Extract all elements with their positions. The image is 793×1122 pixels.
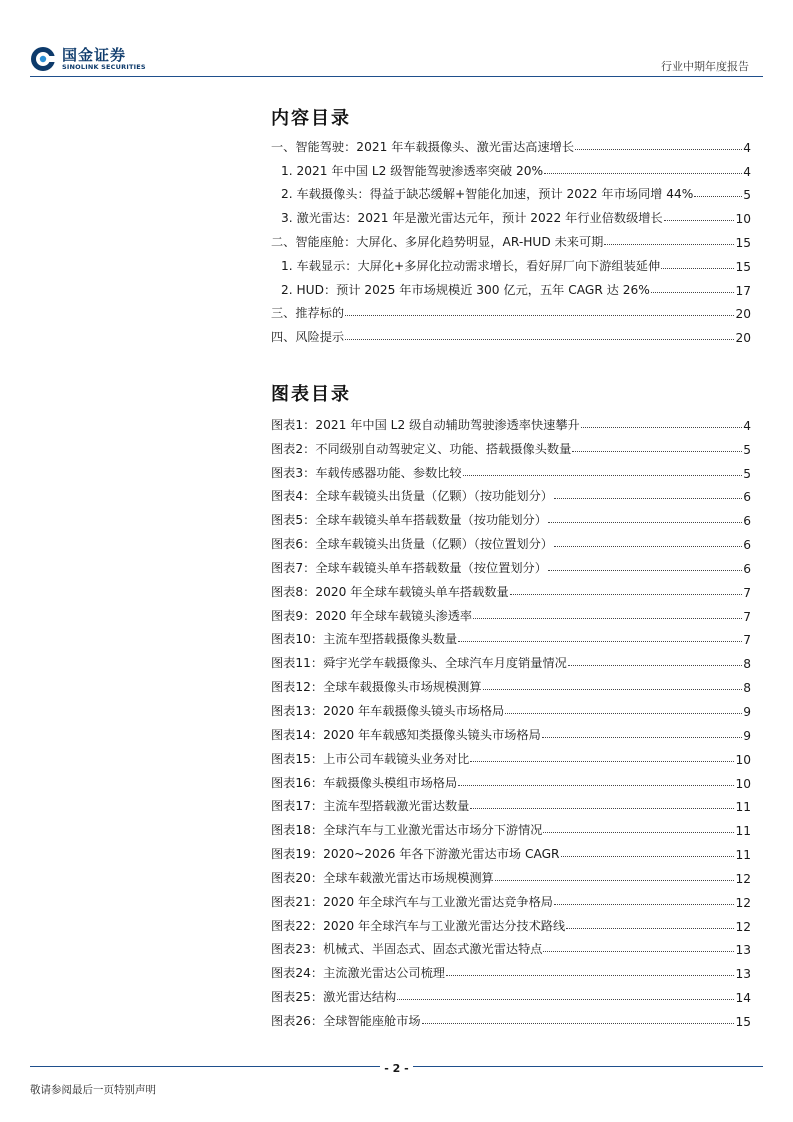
figure-entry[interactable]: [271, 814, 751, 838]
figure-entry[interactable]: [271, 695, 751, 719]
figure-entry[interactable]: [271, 624, 751, 648]
contents-entry-page: 20: [735, 307, 751, 322]
contents-entry-page: 10: [735, 212, 751, 227]
figure-entry-page: 13: [735, 967, 751, 982]
dot-leader: [575, 149, 742, 150]
dot-leader: [458, 641, 742, 642]
figure-entry-page: 11: [735, 848, 751, 863]
figure-entry-page: 8: [743, 657, 751, 672]
figure-entry-page: 4: [743, 418, 751, 433]
dot-leader: [505, 713, 742, 714]
dot-leader: [566, 928, 734, 929]
figure-entry-page: 12: [735, 919, 751, 934]
figure-entry-page: 10: [735, 752, 751, 767]
report-type: 行业中期年度报告: [661, 60, 749, 73]
logo-icon: [30, 46, 56, 72]
figure-entry-page: 15: [735, 1014, 751, 1029]
figure-entry-number: 图表4：: [271, 489, 316, 504]
dot-leader: [543, 951, 734, 952]
figure-entry-title: 2020~2026 年各下游激光雷达市场 CAGR: [323, 847, 560, 862]
figure-entry-number: 图表11：: [271, 656, 324, 671]
dot-leader: [548, 570, 742, 571]
figure-entry[interactable]: [271, 528, 751, 552]
figure-entry-page: 14: [735, 991, 751, 1006]
figure-entry-number: 图表15：: [271, 751, 324, 766]
figure-entry-number: 图表13：: [271, 703, 324, 718]
figure-entry-number: 图表22：: [271, 918, 324, 933]
figure-entry-title: 主流车型搭载摄像头数量: [323, 632, 458, 647]
dot-leader: [604, 244, 734, 245]
contents-entry-label: 二、智能座舱：大屏化、多屏化趋势明显，AR-HUD 未来可期: [271, 234, 604, 249]
figure-entry-title: 2020 年全球车载镜头单车搭载数量: [315, 584, 509, 599]
figure-entry-number: 图表5：: [271, 513, 316, 528]
figure-entry-number: 图表9：: [271, 608, 316, 623]
dot-leader: [542, 737, 742, 738]
figure-entry-page: 12: [735, 871, 751, 886]
contents-entry-label: 四、风险提示: [271, 330, 345, 345]
figure-entry-number: 图表10：: [271, 632, 324, 647]
dot-leader: [581, 427, 743, 428]
figure-entry-page: 7: [743, 585, 751, 600]
figure-entry-number: 图表16：: [271, 775, 324, 790]
figure-entry-page: 9: [743, 704, 751, 719]
figure-entry-page: 13: [735, 943, 751, 958]
figure-entry-number: 图表1：: [271, 417, 316, 432]
figure-entry-page: 10: [735, 776, 751, 791]
figure-entry[interactable]: [271, 743, 751, 767]
figure-entry[interactable]: [271, 671, 751, 695]
figure-entry-title: 全球车载镜头出货量（亿颗）（按功能划分）: [315, 489, 553, 504]
figure-entry-title: 2021 年中国 L2 级自动辅助驾驶渗透率快速攀升: [315, 417, 580, 432]
dot-leader: [463, 475, 743, 476]
figure-entry[interactable]: [271, 838, 751, 862]
figure-entry-page: 8: [743, 681, 751, 696]
figure-entry-page: 6: [743, 538, 751, 553]
figure-entry[interactable]: [271, 1005, 751, 1029]
figure-entry[interactable]: [271, 504, 751, 528]
contents-entry-page: 15: [735, 259, 751, 274]
dot-leader: [470, 761, 734, 762]
contents-entry[interactable]: [271, 250, 751, 274]
figure-entry-title: 上市公司车载镜头业务对比: [323, 751, 470, 766]
figure-entry-title: 激光雷达结构: [323, 990, 397, 1005]
figure-entry[interactable]: [271, 934, 751, 958]
figure-entry[interactable]: [271, 886, 751, 910]
figure-entry-title: 2020 年全球汽车与工业激光雷达分技术路线: [323, 918, 566, 933]
contents-entry[interactable]: [271, 202, 751, 226]
figure-entry-title: 车载传感器功能、参数比较: [315, 465, 462, 480]
figure-entry-title: 全球汽车与工业激光雷达市场分下游情况: [323, 823, 543, 838]
page-number: - 2 -: [380, 1062, 412, 1075]
figure-entry-title: 全球车载镜头单车搭载数量（按位置划分）: [315, 560, 547, 575]
figure-entry[interactable]: [271, 767, 751, 791]
figure-entry-page: 6: [743, 561, 751, 576]
figure-entry-page: 7: [743, 609, 751, 624]
contents-entry-page: 15: [735, 235, 751, 250]
figures-title: 图表目录: [271, 384, 351, 405]
figure-entry[interactable]: [271, 433, 751, 457]
contents-entry[interactable]: [271, 321, 751, 345]
dot-leader: [470, 808, 734, 809]
figure-entry[interactable]: [271, 862, 751, 886]
figure-entry-page: 11: [735, 824, 751, 839]
dot-leader: [694, 196, 742, 197]
figure-entry-number: 图表18：: [271, 823, 324, 838]
figure-entry-title: 2020 年全球车载镜头渗透率: [315, 608, 473, 623]
figure-entry-page: 5: [743, 442, 751, 457]
figure-entry-title: 机械式、半固态式、固态式激光雷达特点: [323, 942, 543, 957]
dot-leader: [345, 339, 734, 340]
figure-entry-number: 图表21：: [271, 894, 324, 909]
dot-leader: [661, 268, 734, 269]
figure-entry[interactable]: [271, 647, 751, 671]
figure-entry-number: 图表14：: [271, 727, 324, 742]
figure-entry-title: 2020 年车载摄像头镜头市场格局: [323, 703, 505, 718]
figure-entry[interactable]: [271, 600, 751, 624]
contents-entry-label: 2. 车载摄像头：得益于缺芯缓解+智能化加速，预计 2022 年市场同增 44%: [281, 187, 694, 202]
contents-entry-label: 三、推荐标的: [271, 306, 345, 321]
figure-entry[interactable]: [271, 910, 751, 934]
figure-entry-title: 全球车载镜头出货量（亿颗）（按位置划分）: [315, 537, 553, 552]
dot-leader: [554, 904, 735, 905]
dot-leader: [651, 292, 735, 293]
contents-entry-label: 一、智能驾驶：2021 年车载摄像头、激光雷达高速增长: [271, 139, 575, 154]
company-logo: [30, 44, 146, 74]
figure-entry[interactable]: [271, 981, 751, 1005]
figure-entry-number: 图表8：: [271, 584, 316, 599]
figure-entry-page: 11: [735, 800, 751, 815]
figure-entry-title: 2020 年全球汽车与工业激光雷达竞争格局: [323, 894, 553, 909]
dot-leader: [548, 522, 742, 523]
contents-entry-label: 3. 激光雷达：2021 年是激光雷达元年，预计 2022 年行业倍数级增长: [281, 211, 663, 226]
figure-entry-number: 图表7：: [271, 560, 316, 575]
figure-entry-title: 全球车载激光雷达市场规模测算: [323, 870, 494, 885]
figure-entry-number: 图表23：: [271, 942, 324, 957]
figure-entry-title: 全球车载镜头单车搭载数量（按功能划分）: [315, 513, 547, 528]
header-divider: [30, 76, 763, 77]
figure-entry-title: 车载摄像头模组市场格局: [323, 775, 458, 790]
dot-leader: [422, 1023, 735, 1024]
figure-entry[interactable]: [271, 457, 751, 481]
figure-entry-number: 图表2：: [271, 441, 316, 456]
figure-entry-number: 图表3：: [271, 465, 316, 480]
figure-entry-page: 9: [743, 728, 751, 743]
dot-leader: [495, 880, 735, 881]
logo-name-cn: 国金证券: [62, 45, 127, 64]
disclaimer: 敬请参阅最后一页特别声明: [30, 1084, 156, 1096]
figure-entry-title: 不同级别自动驾驶定义、功能、搭载摄像头数量: [315, 441, 572, 456]
figures-list: [271, 409, 751, 1029]
figure-entry-title: 2020 年车载感知类摄像头镜头市场格局: [323, 727, 541, 742]
figure-entry-number: 图表20：: [271, 870, 324, 885]
figure-entry-number: 图表19：: [271, 847, 324, 862]
dot-leader: [572, 451, 742, 452]
figure-entry-page: 12: [735, 895, 751, 910]
dot-leader: [473, 618, 742, 619]
contents-entry-page: 4: [743, 164, 751, 179]
figure-entry[interactable]: [271, 576, 751, 600]
figure-entry-number: 图表26：: [271, 1013, 324, 1028]
dot-leader: [345, 315, 734, 316]
dot-leader: [446, 975, 735, 976]
contents-entry[interactable]: [271, 298, 751, 322]
figure-entry-number: 图表6：: [271, 537, 316, 552]
dot-leader: [554, 546, 742, 547]
dot-leader: [561, 856, 735, 857]
figure-entry[interactable]: [271, 481, 751, 505]
figure-entry-title: 主流车型搭载激光雷达数量: [323, 799, 470, 814]
dot-leader: [397, 999, 734, 1000]
contents-title: 内容目录: [271, 108, 351, 129]
contents-entry-page: 20: [735, 331, 751, 346]
figure-entry[interactable]: [271, 719, 751, 743]
contents-entry-page: 5: [743, 188, 751, 203]
figure-entry-page: 6: [743, 490, 751, 505]
figure-entry-page: 6: [743, 514, 751, 529]
figure-entry-number: 图表24：: [271, 966, 324, 981]
contents-entry[interactable]: [271, 155, 751, 179]
figure-entry[interactable]: [271, 791, 751, 815]
dot-leader: [568, 665, 742, 666]
contents-entry[interactable]: [271, 226, 751, 250]
contents-entry-label: 1. 2021 年中国 L2 级智能驾驶渗透率突破 20%: [281, 163, 544, 178]
figure-entry-number: 图表17：: [271, 799, 324, 814]
dot-leader: [483, 689, 743, 690]
logo-name-en: SINOLINK SECURITIES: [62, 62, 146, 71]
contents-entry[interactable]: [271, 179, 751, 203]
figure-entry[interactable]: [271, 552, 751, 576]
figure-entry-title: 全球车载摄像头市场规模测算: [323, 680, 482, 695]
dot-leader: [664, 220, 735, 221]
contents-list: [271, 131, 751, 345]
figure-entry-number: 图表25：: [271, 990, 324, 1005]
contents-entry-page: 17: [735, 283, 751, 298]
contents-entry-page: 4: [743, 140, 751, 155]
figure-entry-page: 7: [743, 633, 751, 648]
figure-entry-title: 主流激光雷达公司梳理: [323, 966, 445, 981]
contents-entry-label: 1. 车载显示：大屏化+多屏化拉动需求增长，看好屏厂向下游组装延伸: [281, 258, 661, 273]
dot-leader: [544, 173, 742, 174]
figure-entry-page: 5: [743, 466, 751, 481]
contents-entry-label: 2. HUD：预计 2025 年市场规模近 300 亿元，五年 CAGR 达 26%: [281, 282, 650, 297]
dot-leader: [458, 785, 734, 786]
figure-entry[interactable]: [271, 409, 751, 433]
dot-leader: [510, 594, 743, 595]
figure-entry-title: 舜宇光学车载摄像头、全球汽车月度销量情况: [323, 656, 567, 671]
dot-leader: [554, 498, 742, 499]
contents-entry[interactable]: [271, 131, 751, 155]
contents-entry[interactable]: [271, 274, 751, 298]
figure-entry-number: 图表12：: [271, 680, 324, 695]
dot-leader: [543, 832, 734, 833]
figure-entry-title: 全球智能座舱市场: [323, 1013, 421, 1028]
figure-entry[interactable]: [271, 957, 751, 981]
